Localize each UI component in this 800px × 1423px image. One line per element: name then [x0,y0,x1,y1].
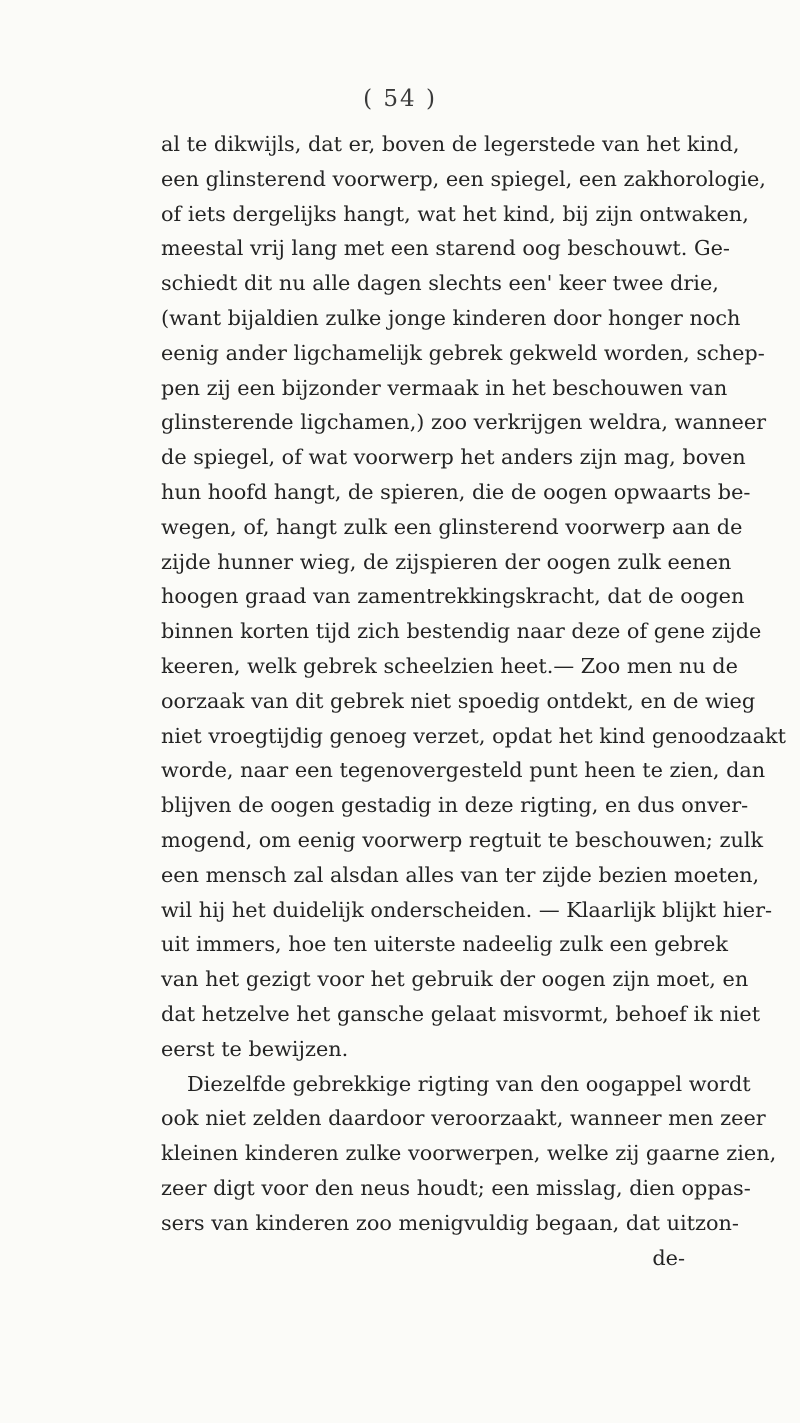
text-line: kleinen kinderen zulke voorwerpen, welke zij gaarne zien, [161,1141,777,1166]
text-line: glinsterende ligchamen,) zoo verkrijgen weldra, wanneer [161,410,767,435]
paragraph-end-line: eerst te bewijzen. [161,1036,349,1061]
text-line: een mensch zal alsdan alles van ter zijde bezien moeten, [161,862,760,887]
text-line: zijde hunner wieg, de zijspieren der oogen zulk eenen [161,549,732,574]
text-line: uit immers, hoe ten uiterste nadeelig zulk een gebrek [161,932,728,957]
text-line: blijven de oogen gestadig in deze rigting, en dus onver- [161,793,749,818]
text-line: dat hetzelve het gansche gelaat misvormt, behoef ik niet [161,1001,761,1026]
text-line: van het gezigt voor het gebruik der oogen zijn moet, en [161,967,749,992]
text-line: meestal vrij lang met een starend oog beschouwt. Ge- [161,236,730,261]
text-line: een glinsterend voorwerp, een spiegel, een zakhorologie, [161,166,766,191]
paragraph-start-line: Diezelfde gebrekkige rigting van den oogappel wordt [187,1071,751,1096]
text-line: niet vroegtijdig genoeg verzet, opdat het kind genoodzaakt [161,723,786,748]
text-line: keeren, welk gebrek scheelzien heet.— Zoo men nu de [161,653,738,678]
body-text [161,127,786,1275]
text-line: al te dikwijls, dat er, boven de legerstede van het kind, [161,132,740,156]
text-line: worde, naar een tegenovergesteld punt heen te zien, dan [161,758,766,783]
text-line: sers van kinderen zoo menigvuldig begaan, dat uitzon- [161,1210,739,1235]
catchword: de- [652,1245,685,1270]
text-line: of iets dergelijks hangt, wat het kind, bij zijn ontwaken, [161,201,749,226]
text-line: wegen, of, hangt zulk een glinsterend voorwerp aan de [161,514,743,539]
text-line: wil hij het duidelijk onderscheiden. — Klaarlijk blijkt hier- [161,897,773,922]
text-line: (want bijaldien zulke jonge kinderen door honger noch [161,305,741,330]
text-line: mogend, om eenig voorwerp regtuit te beschouwen; zulk [161,827,764,852]
text-line: ook niet zelden daardoor veroorzaakt, wanneer men zeer [161,1106,766,1131]
text-line: schiedt dit nu alle dagen slechts een' keer twee drie, [161,271,719,296]
text-line: hoogen graad van zamentrekkingskracht, dat de oogen [161,584,745,609]
text-line: pen zij een bijzonder vermaak in het beschouwen van [161,375,728,400]
text-line: de spiegel, of wat voorwerp het anders zijn mag, boven [161,445,746,470]
text-line: eenig ander ligchamelijk gebrek gekweld worden, schep- [161,340,765,365]
text-line: hun hoofd hangt, de spieren, die de oogen opwaarts be- [161,479,751,504]
text-line: oorzaak van dit gebrek niet spoedig ontdekt, en de wieg [161,688,756,713]
text-line: zeer digt voor den neus houdt; een misslag, dien oppas- [161,1175,751,1200]
page-number: ( 54 ) [363,86,437,112]
text-line: binnen korten tijd zich bestendig naar deze of gene zijde [161,619,762,644]
